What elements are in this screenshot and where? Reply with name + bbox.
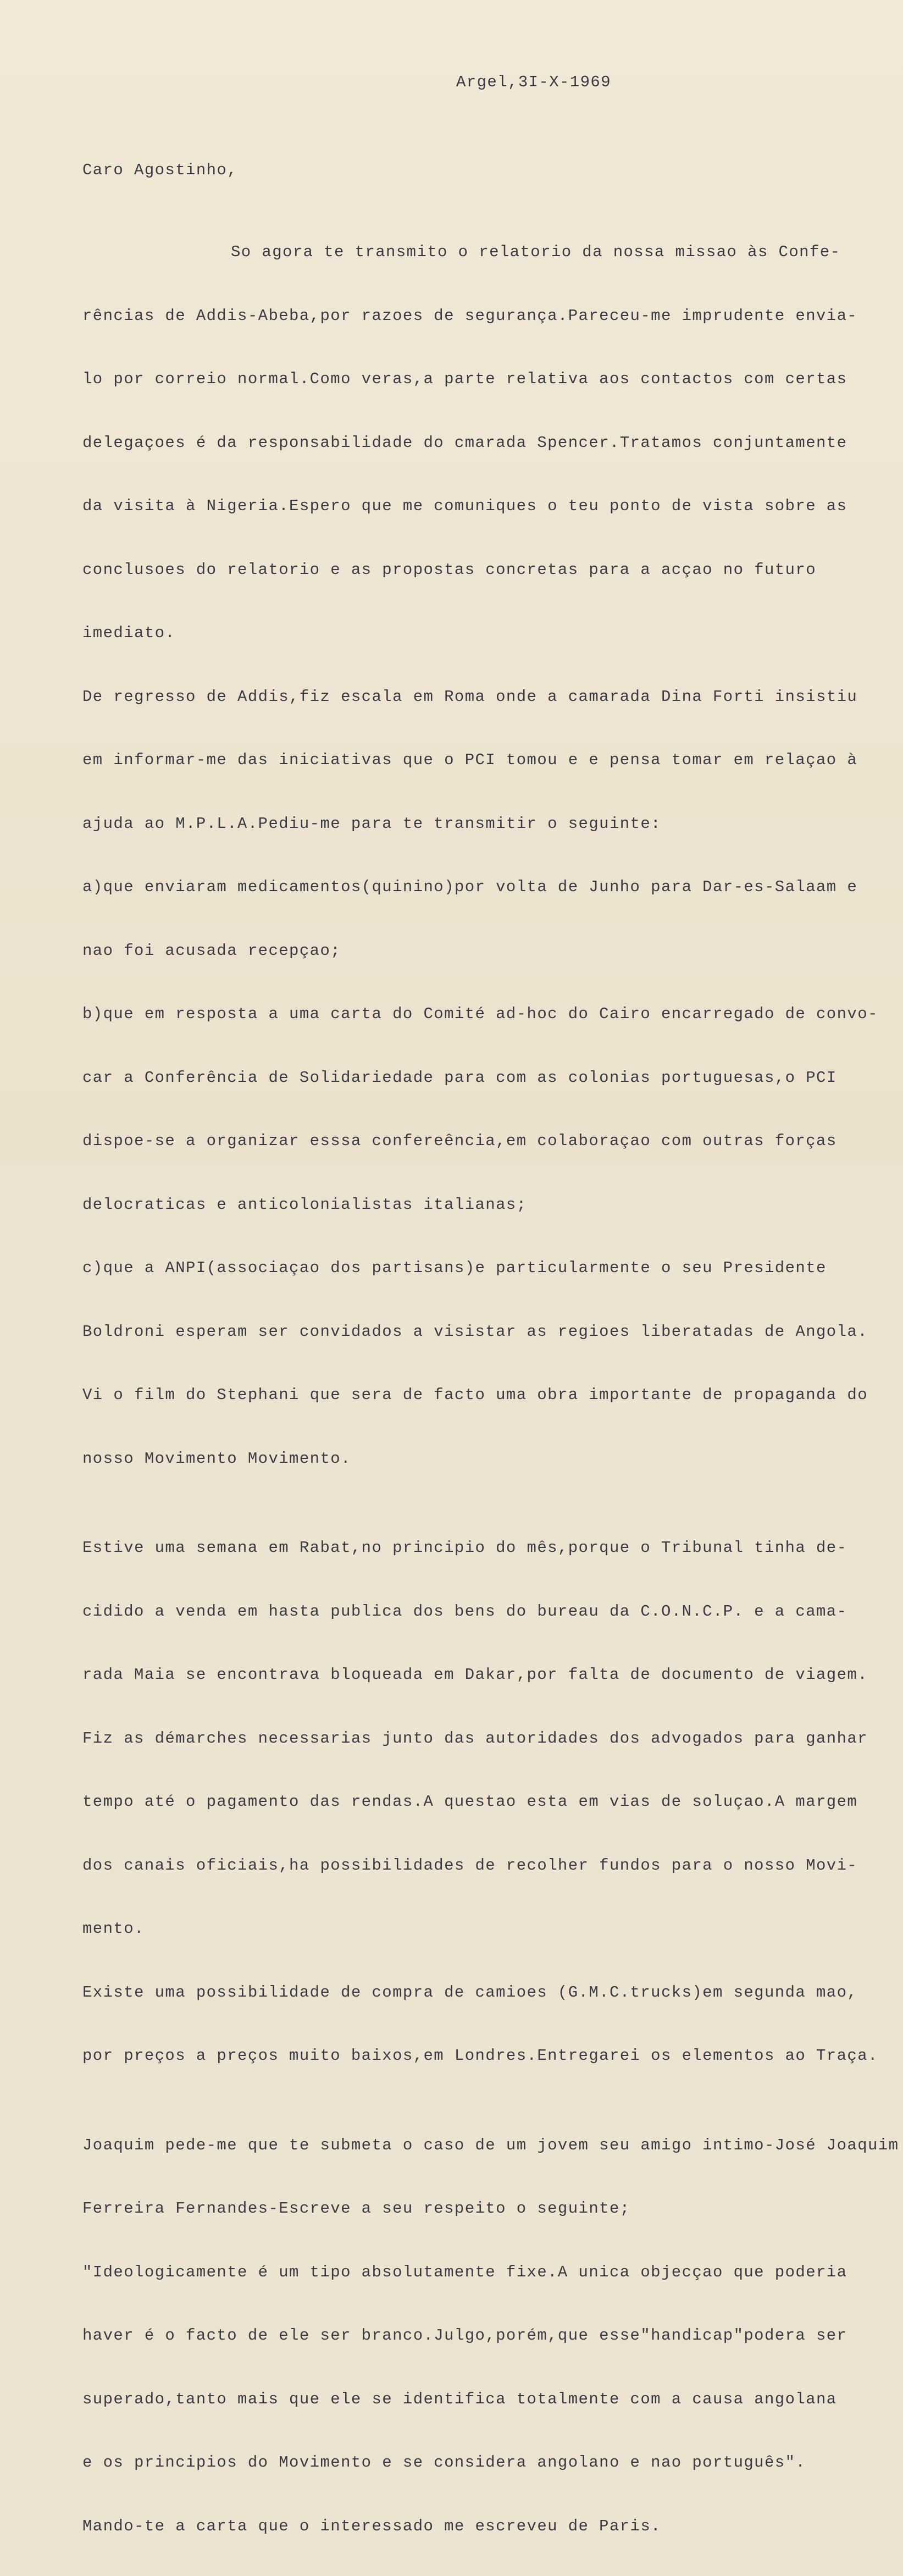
text-line: b)que em resposta a uma carta do Comité ad-hoc do Cairo encarregado de convo- xyxy=(82,1005,878,1023)
text-line: mento. xyxy=(82,1920,145,1938)
letter-salutation: Caro Agostinho, xyxy=(82,161,238,179)
letter-body xyxy=(82,30,899,2576)
text-line: So agora te transmito o relatorio da nossa missao às Confe- xyxy=(231,243,841,261)
text-line: superado,tanto mais que ele se identifica totalmente com a causa angolana xyxy=(82,2390,837,2408)
text-line: Fiz as démarches necessarias junto das autoridades dos advogados para ganhar xyxy=(82,1729,868,1748)
text-line: Mando-te a carta que o interessado me escreveu de Paris. xyxy=(82,2517,661,2535)
text-line: car a Conferência de Solidariedade para com as colonias portuguesas,o PCI xyxy=(82,1068,837,1087)
text-line: Ferreira Fernandes-Escreve a seu respeito o seguinte; xyxy=(82,2199,630,2218)
text-line: "Ideologicamente é um tipo absolutamente fixe.A unica objecçao que poderia xyxy=(82,2263,847,2281)
text-line: Vi o film do Stephani que sera de facto uma obra importante de propaganda do xyxy=(82,1386,868,1404)
text-line: por preços a preços muito baixos,em Londres.Entregarei os elementos ao Traça. xyxy=(82,2047,878,2065)
text-line: e os principios do Movimento e se considera angolano e nao português". xyxy=(82,2453,806,2472)
text-line: lo por correio normal.Como veras,a parte relativa aos contactos com certas xyxy=(82,370,847,388)
text-line: cidido a venda em hasta publica dos bens do bureau da C.O.N.C.P. e a cama- xyxy=(82,1602,847,1621)
text-line: De regresso de Addis,fiz escala em Roma onde a camarada Dina Forti insistiu xyxy=(82,687,858,706)
text-line: delegaçoes é da responsabilidade do cmarada Spencer.Tratamos conjuntamente xyxy=(82,433,847,452)
text-line: Existe uma possibilidade de compra de camioes (G.M.C.trucks)em segunda mao, xyxy=(82,1983,858,2002)
text-line: Boldroni esperam ser convidados a visistar as regioes liberatadas de Angola. xyxy=(82,1322,868,1341)
text-line: tempo até o pagamento das rendas.A questao esta em vias de soluçao.A margem xyxy=(82,1793,858,1811)
text-line: Estive uma semana em Rabat,no principio do mês,porque o Tribunal tinha de- xyxy=(82,1539,847,1557)
letter-date: Argel,3I-X-1969 xyxy=(456,73,612,91)
text-line: rada Maia se encontrava bloqueada em Dakar,por falta de documento de viagem. xyxy=(82,1666,868,1684)
text-line: delocraticas e anticolonialistas italianas; xyxy=(82,1195,527,1214)
text-line: nao foi acusada recepçao; xyxy=(82,941,341,960)
text-line: Joaquim pede-me que te submeta o caso de um jovem seu amigo intimo-José Joaquim xyxy=(82,2136,899,2154)
text-line: da visita à Nigeria.Espero que me comuniques o teu ponto de vista sobre as xyxy=(82,497,847,515)
text-line: conclusoes do relatorio e as propostas concretas para a acçao no futuro xyxy=(82,560,817,579)
text-line: nosso Movimento Movimento. xyxy=(82,1449,351,1468)
text-line: em informar-me das iniciativas que o PCI tomou e e pensa tomar em relaçao à xyxy=(82,751,858,769)
text-line: a)que enviaram medicamentos(quinino)por volta de Junho para Dar-es-Salaam e xyxy=(82,878,858,896)
text-line: dos canais oficiais,ha possibilidades de recolher fundos para o nosso Movi- xyxy=(82,1856,858,1875)
text-line: haver é o facto de ele ser branco.Julgo,porém,que esse"handicap"podera ser xyxy=(82,2326,847,2345)
text-line: imediato. xyxy=(82,624,176,642)
text-line: ajuda ao M.P.L.A.Pediu-me para te transmitir o seguinte: xyxy=(82,814,661,833)
text-line: c)que a ANPI(associaçao dos partisans)e particularmente o seu Presidente xyxy=(82,1259,827,1277)
text-line: dispoe-se a organizar esssa confereência,em colaboraçao com outras forças xyxy=(82,1132,837,1150)
text-line: rências de Addis-Abeba,por razoes de segurança.Pareceu-me imprudente envia- xyxy=(82,306,858,325)
